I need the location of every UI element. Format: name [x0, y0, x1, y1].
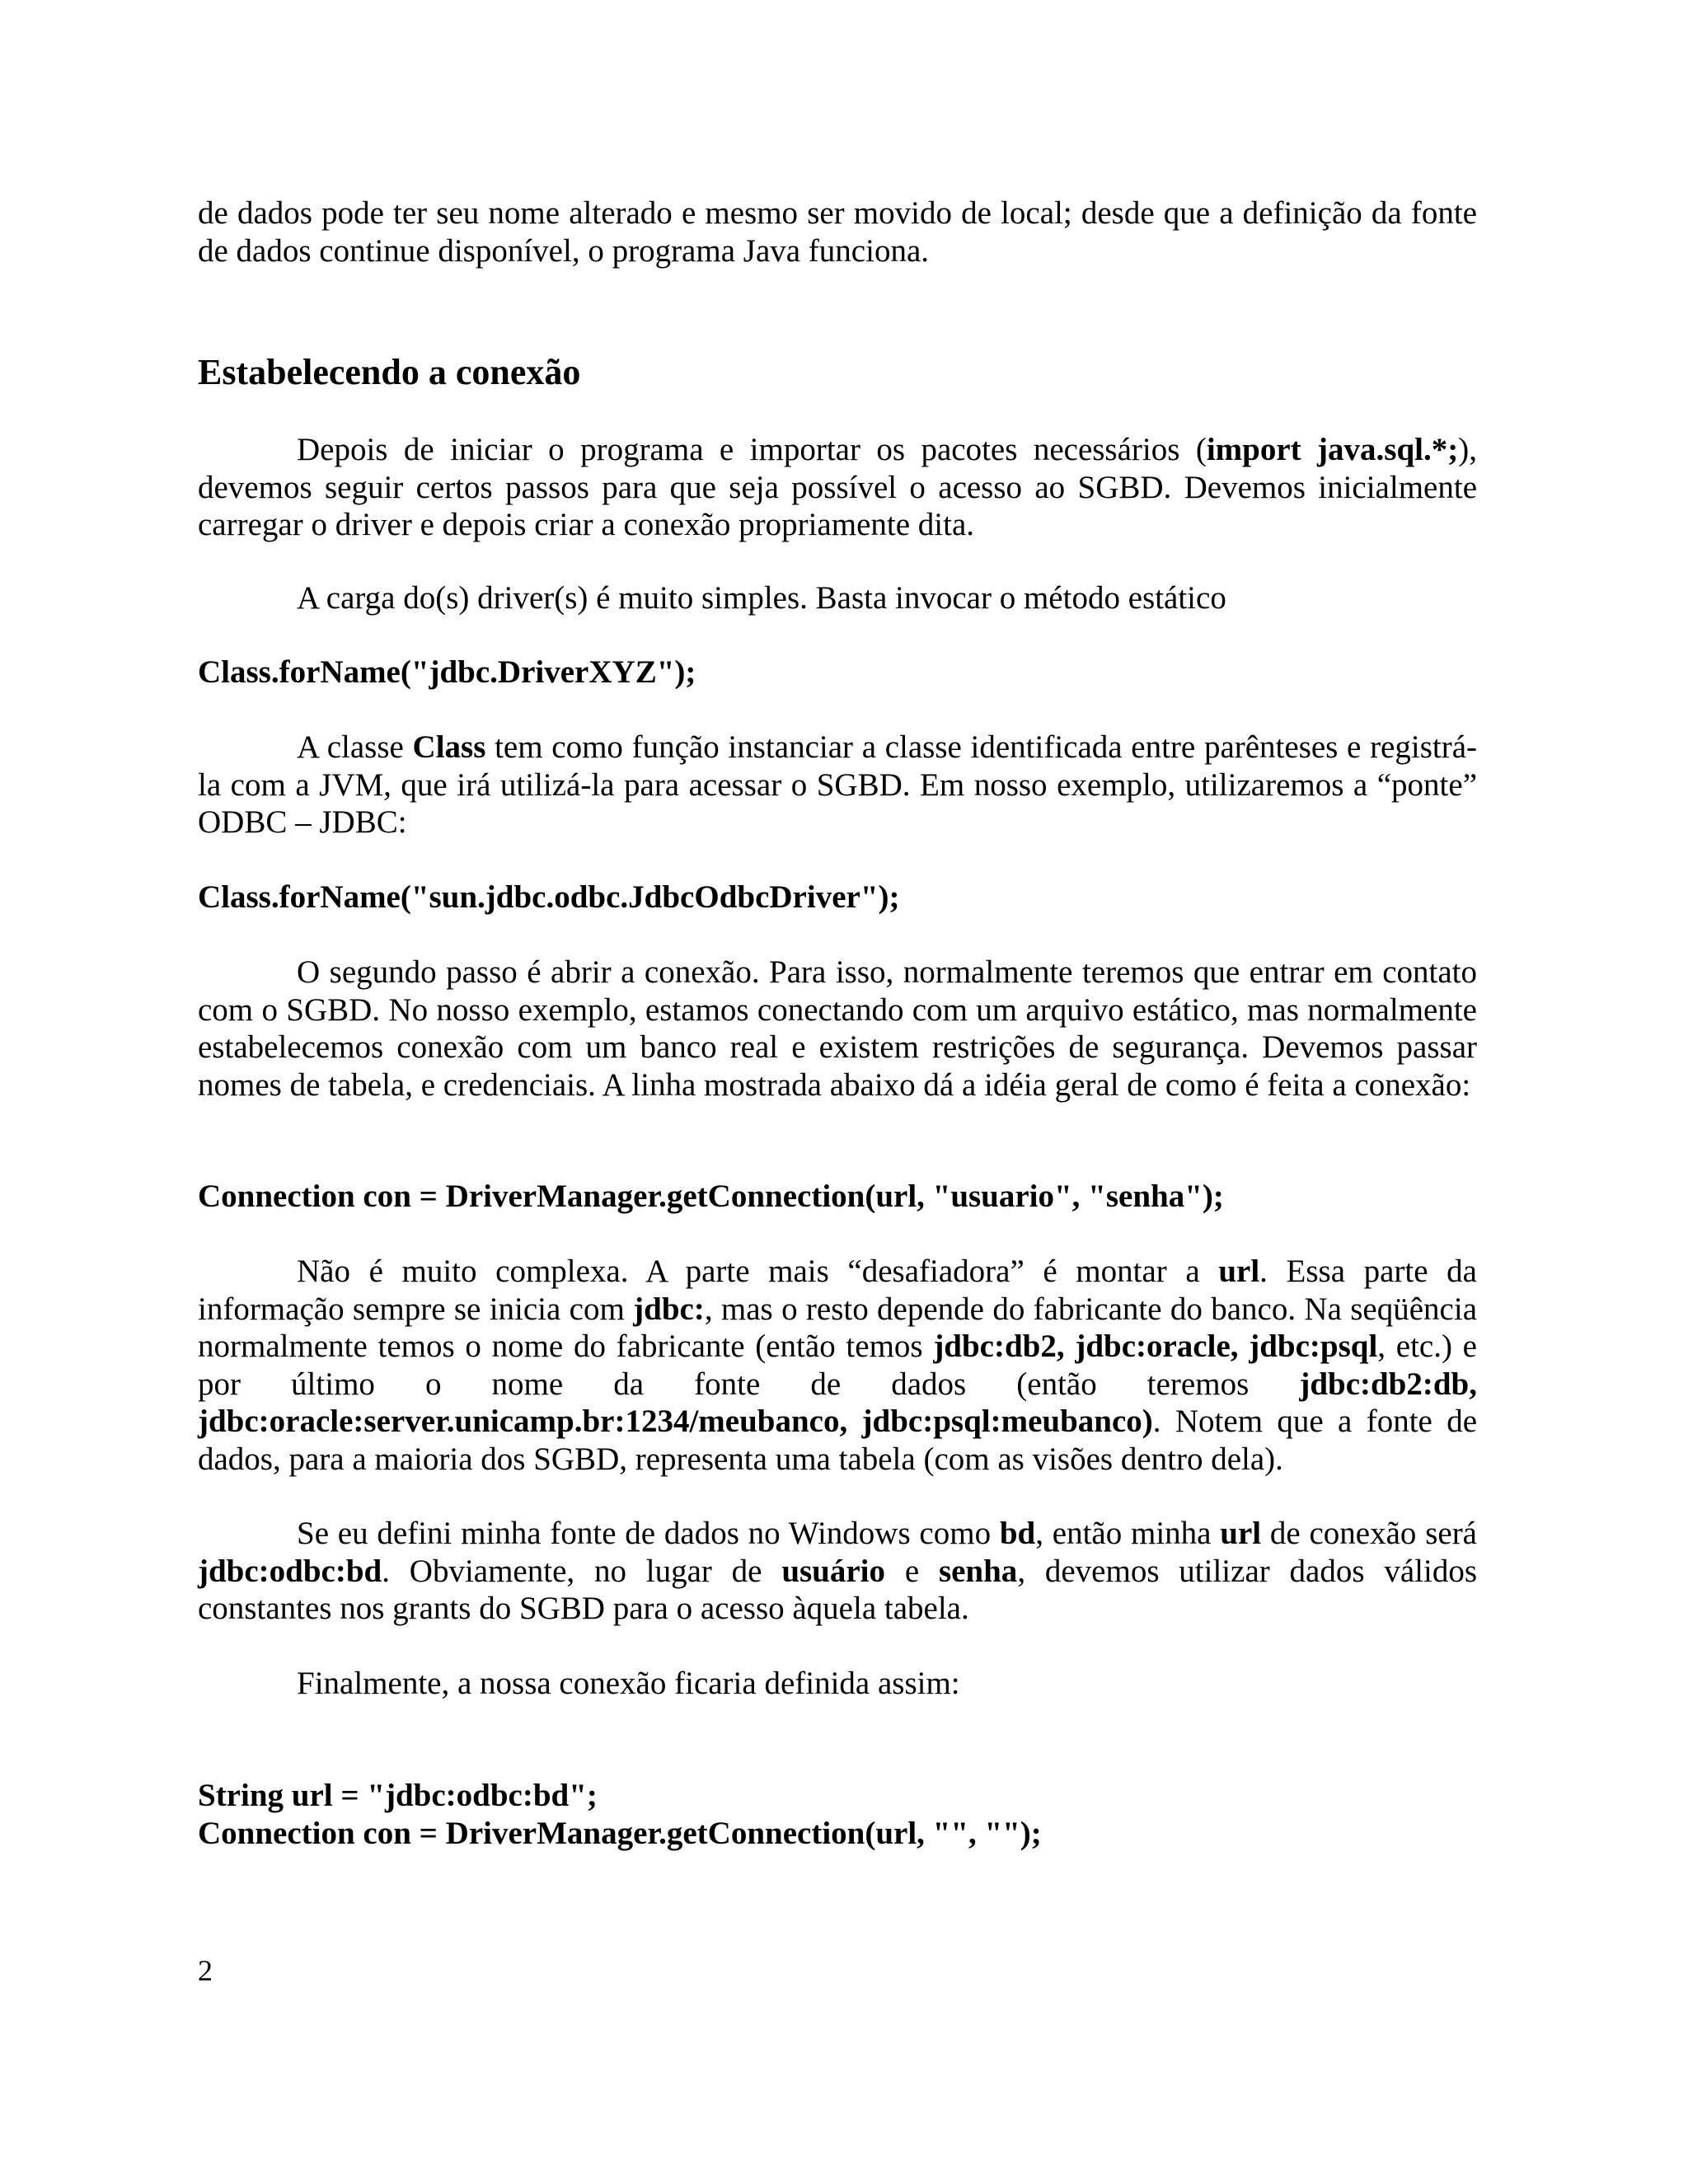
p2-text-1: A carga do(s) driver(s) é muito simples. Basta invocar o método estático	[297, 580, 1226, 616]
p5-text-1: Não é muito complexa. A parte mais “desafiadora” é montar a	[297, 1254, 1219, 1289]
p5-text-4: , etc.) e por último o nome da fonte de dados (então teremos	[198, 1329, 1477, 1402]
p6-text-4: . Obviamente, no lugar de	[382, 1553, 782, 1589]
p6-bold-3: jdbc:odbc:bd	[198, 1553, 382, 1589]
page-number: 2	[198, 1954, 213, 1987]
p4-text-1: O segundo passo é abrir a conexão. Para isso, normalmente teremos que entrar em contato com o SGBD. No nosso exemplo, estamos conectando com um arquivo estático, mas normalmente estabelecemos conexão com um banco real e existem restrições de segurança. Devemos passar nomes de tabela, e credenciais. A linha mostrada abaixo dá a idéia geral de como é feita a conexão:	[198, 954, 1477, 1103]
p6-text-6: , devemos utilizar dados válidos constantes nos grants do SGBD para o acesso àquela tabela.	[198, 1553, 1478, 1626]
code-line-2: Class.forName("sun.jdbc.odbc.JdbcOdbcDriver");	[198, 879, 900, 915]
p5-text-3: , mas o resto depende do fabricante do banco. Na seqüência normalmente temos o nome do fabricante (então temos	[198, 1291, 1477, 1364]
p5-text-2: . Essa parte da informação sempre se inicia com	[198, 1254, 1477, 1327]
intro-text: de dados pode ter seu nome alterado e mesmo ser movido de local; desde que a definição da fonte de dados continue disponível, o programa Java funciona.	[198, 195, 1477, 269]
p5-bold-1: url	[1218, 1254, 1260, 1289]
paragraph-5	[198, 1253, 1477, 1478]
paragraph-6	[198, 1515, 1477, 1628]
p1-text-1: Depois de iniciar o programa e importar os pacotes necessários (	[297, 432, 1207, 467]
code-line-1: Class.forName("jdbc.DriverXYZ");	[198, 654, 696, 690]
paragraph-7	[198, 1665, 1477, 1703]
p5-bold-2: jdbc:	[633, 1291, 705, 1327]
p3-bold-1: Class	[412, 729, 486, 765]
paragraph-3	[198, 729, 1477, 841]
p1-text-2: ), devemos seguir certos passos para que seja possível o acesso ao SGBD. Devemos inicialmente carregar o driver e depois criar a conexão propriamente dita.	[198, 432, 1477, 542]
p6-text-3: de conexão será	[1261, 1516, 1477, 1551]
paragraph-2	[198, 579, 1477, 617]
p3-text-1: A classe	[297, 729, 413, 765]
p5-bold-3: jdbc:db2, jdbc:oracle, jdbc:psql	[933, 1329, 1378, 1364]
p3-text-2: tem como função instanciar a classe identificada entre parênteses e registrá-la com a JVM, que irá utilizá-la para acessar o SGBD. Em nosso exemplo, utilizaremos a “ponte” ODBC – JDBC:	[198, 729, 1477, 840]
p6-text-5: e	[885, 1553, 939, 1589]
intro-paragraph	[198, 194, 1477, 269]
code-line-4: String url = "jdbc:odbc:bd";	[198, 1778, 598, 1813]
p6-text-2: , então minha	[1035, 1516, 1221, 1551]
p6-text-1: Se eu defini minha fonte de dados no Windows como	[297, 1516, 1000, 1551]
section-heading: Estabelecendo a conexão	[198, 352, 581, 392]
p1-bold-1: import java.sql.*;	[1206, 432, 1459, 467]
p7-text-1: Finalmente, a nossa conexão ficaria definida assim:	[297, 1666, 960, 1701]
p5-bold-4: jdbc:db2:db, jdbc:oracle:server.unicamp.br:1234/meubanco, jdbc:psql:meubanco)	[198, 1366, 1477, 1439]
p5-text-5: . Notem que a fonte de dados, para a maioria dos SGBD, representa uma tabela (com as visões dentro dela).	[198, 1404, 1477, 1477]
p6-bold-2: url	[1220, 1516, 1262, 1551]
code-line-5: Connection con = DriverManager.getConnection(url, "", "");	[198, 1816, 1042, 1851]
paragraph-4	[198, 954, 1477, 1104]
code-line-3: Connection con = DriverManager.getConnection(url, "usuario", "senha");	[198, 1179, 1224, 1214]
paragraph-1	[198, 431, 1477, 544]
p6-bold-1: bd	[999, 1516, 1036, 1551]
p6-bold-5: senha	[938, 1553, 1018, 1589]
p6-bold-4: usuário	[781, 1553, 886, 1589]
